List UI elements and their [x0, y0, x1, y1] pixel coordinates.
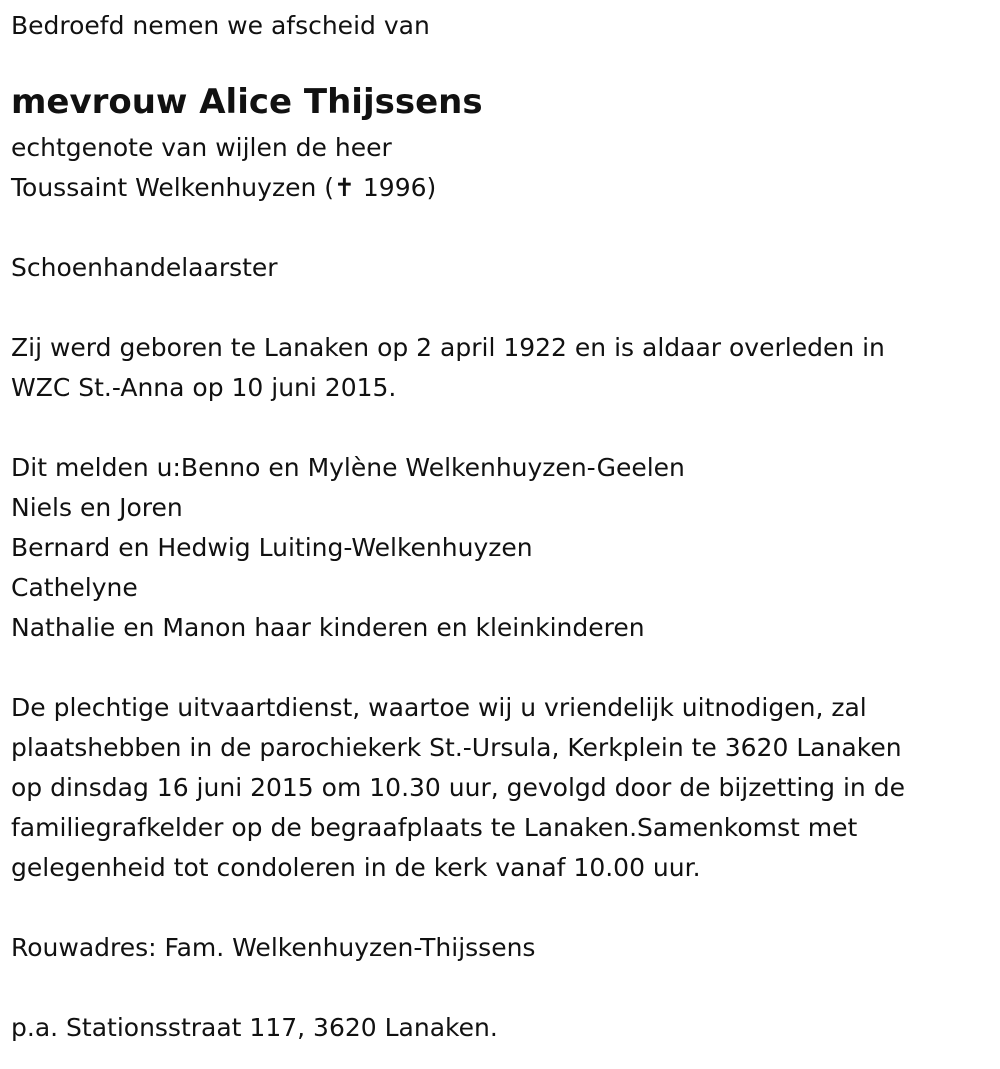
- birth-death-line: Zij werd geboren te Lanaken op 2 april 1922 en is aldaar overleden in: [11, 333, 885, 362]
- spacer: [11, 288, 986, 328]
- family-line: Nathalie en Manon haar kinderen en kleinkinderen: [11, 613, 645, 642]
- family-line: Bernard en Hedwig Luiting-Welkenhuyzen: [11, 533, 533, 562]
- family-list: [11, 448, 986, 648]
- spacer: [11, 968, 986, 1008]
- service-paragraph: [11, 688, 986, 888]
- occupation: Schoenhandelaarster: [11, 253, 278, 282]
- spacer: [11, 208, 986, 248]
- service-line: gelegenheid tot condoleren in de kerk vanaf 10.00 uur.: [11, 853, 701, 882]
- birth-death-paragraph: [11, 328, 986, 408]
- service-line: De plechtige uitvaartdienst, waartoe wij u vriendelijk uitnodigen, zal: [11, 693, 867, 722]
- service-line: familiegrafkelder op de begraafplaats te Lanaken.Samenkomst met: [11, 813, 858, 842]
- obituary-notice: [11, 6, 986, 1048]
- birth-death-line: WZC St.-Anna op 10 juni 2015.: [11, 373, 397, 402]
- service-line: plaatshebben in de parochiekerk St.-Ursula, Kerkplein te 3620 Lanaken: [11, 733, 902, 762]
- spouse-line-1: echtgenote van wijlen de heer: [11, 133, 392, 162]
- spacer: [11, 888, 986, 928]
- postal-address: p.a. Stationsstraat 117, 3620 Lanaken.: [11, 1013, 498, 1042]
- family-line: Niels en Joren: [11, 493, 183, 522]
- intro-text: Bedroefd nemen we afscheid van: [11, 11, 430, 40]
- family-line: Dit melden u:Benno en Mylène Welkenhuyzen-Geelen: [11, 453, 685, 482]
- mourning-address: Rouwadres: Fam. Welkenhuyzen-Thijssens: [11, 933, 536, 962]
- spacer: [11, 648, 986, 688]
- service-line: op dinsdag 16 juni 2015 om 10.30 uur, gevolgd door de bijzetting in de: [11, 773, 905, 802]
- deceased-name: mevrouw Alice Thijssens: [11, 82, 483, 122]
- family-line: Cathelyne: [11, 573, 138, 602]
- spouse-line-2: Toussaint Welkenhuyzen (✝ 1996): [11, 173, 437, 202]
- spacer: [11, 408, 986, 448]
